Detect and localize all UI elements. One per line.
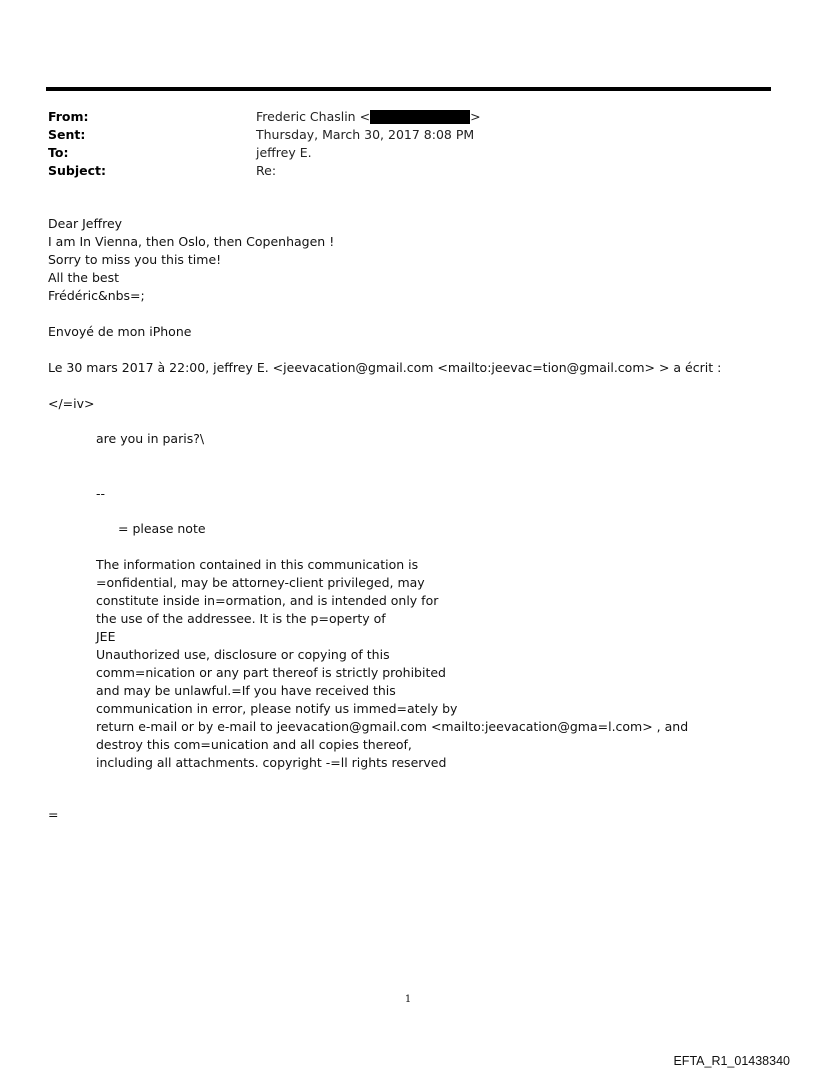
sent-value: Thursday, March 30, 2017 8:08 PM [256, 127, 475, 142]
from-name: Frederic Chaslin < [256, 109, 371, 124]
sent-label: Sent: [48, 127, 86, 142]
subject-row [48, 162, 768, 180]
disclaimer-line: The information contained in this communication is [96, 557, 419, 572]
disclaimer-line: =onfidential, may be attorney-client privileged, may [96, 575, 425, 590]
quoted-note: = please note [118, 521, 206, 536]
disclaimer-line: destroy this com=unication and all copies thereof, [96, 737, 412, 752]
from-label: From: [48, 109, 89, 124]
quoted-separator: -- [96, 486, 106, 501]
stray-tag: </=iv> [48, 396, 95, 411]
message-line: Dear Jeffrey [48, 216, 123, 231]
to-value: jeffrey E. [256, 145, 312, 160]
disclaimer-line: JEE [96, 629, 116, 644]
disclaimer-line: including all attachments. copyright -=ll rights reserved [96, 755, 447, 770]
subject-label: Subject: [48, 163, 106, 178]
disclaimer-line: constitute inside in=ormation, and is intended only for [96, 593, 439, 608]
trailing-equals: = [48, 807, 59, 822]
from-row [48, 108, 768, 126]
from-value [256, 108, 481, 126]
header-divider [46, 87, 771, 91]
message-line: Frédéric&nbs=; [48, 288, 145, 303]
message-line: Sorry to miss you this time! [48, 252, 222, 267]
disclaimer-line: the use of the addressee. It is the p=operty of [96, 611, 386, 626]
subject-value: Re: [256, 163, 277, 178]
page-number: 1 [404, 994, 412, 1005]
signature-line: Envoyé de mon iPhone [48, 324, 192, 339]
redaction-block [370, 110, 470, 124]
to-label: To: [48, 145, 69, 160]
disclaimer-line: comm=nication or any part thereof is strictly prohibited [96, 665, 446, 680]
disclaimer-line: communication in error, please notify us immed=ately by [96, 701, 458, 716]
disclaimer-line: and may be unlawful.=If you have received this [96, 683, 396, 698]
email-header [48, 108, 768, 180]
message-line: All the best [48, 270, 119, 285]
to-row [48, 144, 768, 162]
disclaimer-line: return e-mail or by e-mail to jeevacation@gmail.com <mailto:jeevacation@gma=l.com> , and [96, 719, 689, 734]
sent-row [48, 126, 768, 144]
quote-intro: Le 30 mars 2017 à 22:00, jeffrey E. <jeevacation@gmail.com <mailto:jeevac=tion@gmail.com> > a écrit : [48, 360, 722, 375]
quoted-question: are you in paris?\ [96, 431, 205, 446]
document-id: EFTA_R1_01438340 [673, 1054, 790, 1068]
disclaimer-line: Unauthorized use, disclosure or copying of this [96, 647, 390, 662]
from-close: > [470, 109, 481, 124]
message-line: I am In Vienna, then Oslo, then Copenhagen ! [48, 234, 335, 249]
